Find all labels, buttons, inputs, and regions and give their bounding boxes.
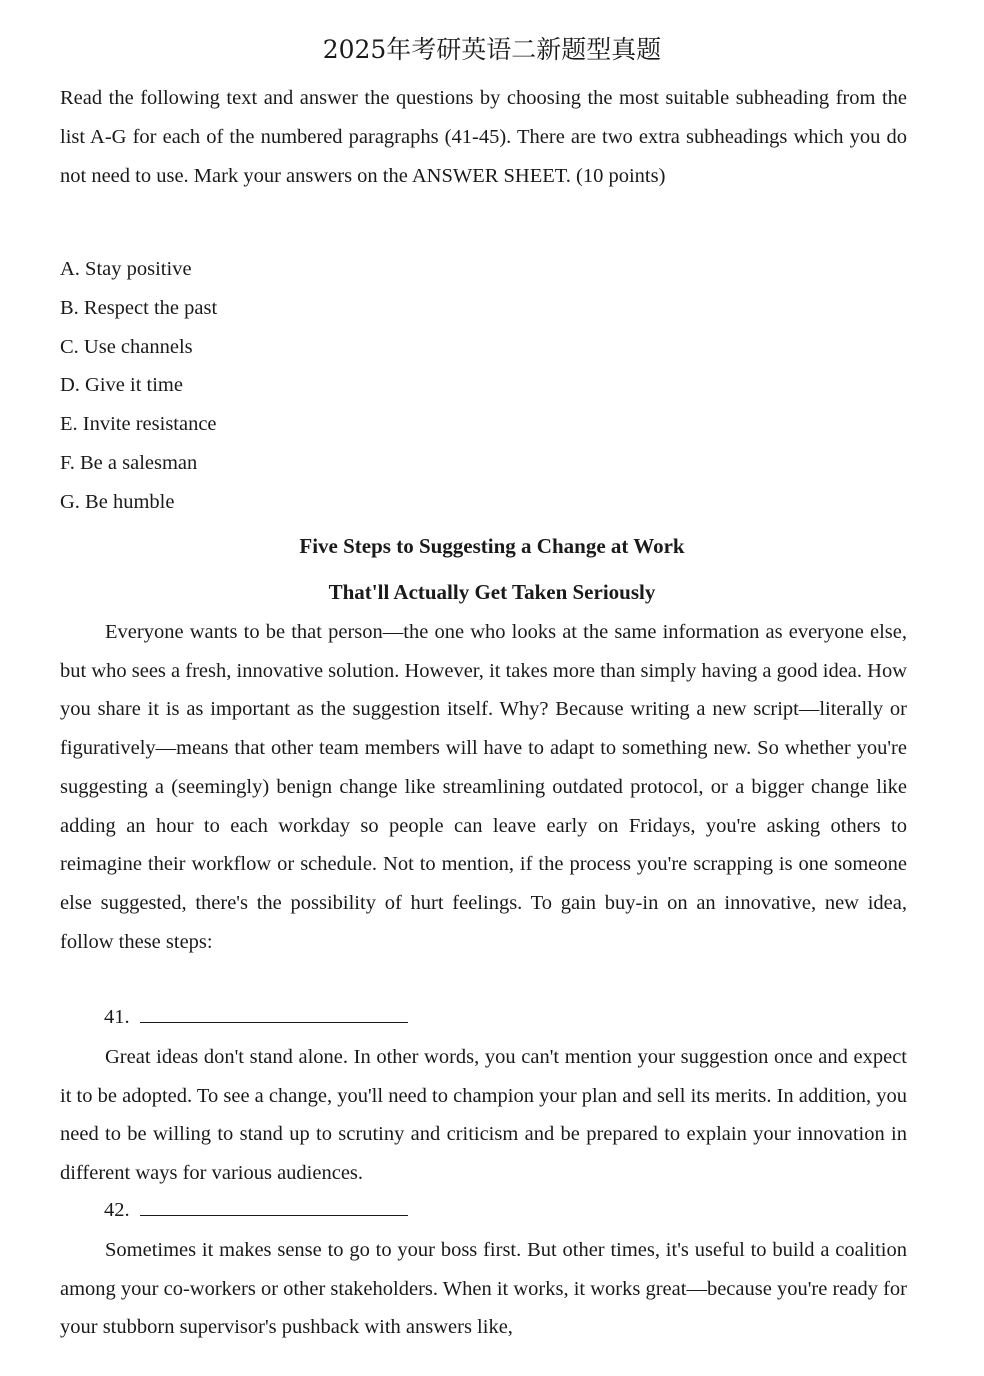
answer-blank-42 (140, 1197, 408, 1216)
option-d: D. Give it time (60, 374, 183, 397)
option-b: B. Respect the past (60, 296, 218, 319)
answer-blank-41 (140, 1004, 408, 1023)
option-c: C. Use channels (60, 335, 193, 358)
paragraph-41: Great ideas don't stand alone. In other words, you can't mention your suggestion once and expect it to be adopted. To see a change, you'll need to champion your plan and sell its merits. In addition, you need to be willing to stand up to scrutiny and criticism and be prepared to explain your innovation in different ways for various audiences. (60, 1046, 907, 1185)
paragraph-42: Sometimes it makes sense to go to your boss first. But other times, it's useful to build a coalition among your co-workers or other stakeholders. When it works, it works great—because you're ready for your stubborn supervisor's pushback with answers like, (60, 1239, 907, 1339)
question-42-number: 42. (104, 1199, 130, 1221)
option-g: G. Be humble (60, 490, 175, 513)
page-title: 2025年考研英语二新题型真题 (322, 35, 662, 64)
question-41-number: 41. (104, 1006, 130, 1028)
instructions: Read the following text and answer the questions by choosing the most suitable subheading from the list A-G for each of the numbered paragraphs (41-45). There are two extra subheadings which you do not need to use. Mark your answers on the ANSWER SHEET. (10 points) (60, 87, 907, 187)
option-a: A. Stay positive (60, 258, 192, 280)
option-e: E. Invite resistance (60, 413, 217, 436)
option-f: F. Be a salesman (60, 451, 198, 474)
article-heading-line1: Five Steps to Suggesting a Change at Work (299, 534, 685, 558)
subheading-options-list (60, 250, 217, 522)
question-41-blank (104, 998, 408, 1037)
intro-paragraph: Everyone wants to be that person—the one who looks at the same information as everyone else, but who sees a fresh, innovative solution. However, it takes more than simply having a good idea. How you share it is as important as the suggestion itself. Why? Because writing a new script—literally or figuratively—means that other team members will have to adapt to something new. So whether you're suggesting a (seemingly) benign change like streamlining outdated protocol, or a bigger change like adding an hour to each workday so people can leave early on Fridays, you're asking others to reimagine their workflow or schedule. Not to mention, if the process you're scrapping is one someone else suggested, there's the possibility of hurt feelings. To gain buy-in on an innovative, new idea, follow these steps: (60, 621, 907, 953)
question-42-blank (104, 1191, 408, 1230)
article-heading-line2: That'll Actually Get Taken Seriously (328, 580, 656, 604)
